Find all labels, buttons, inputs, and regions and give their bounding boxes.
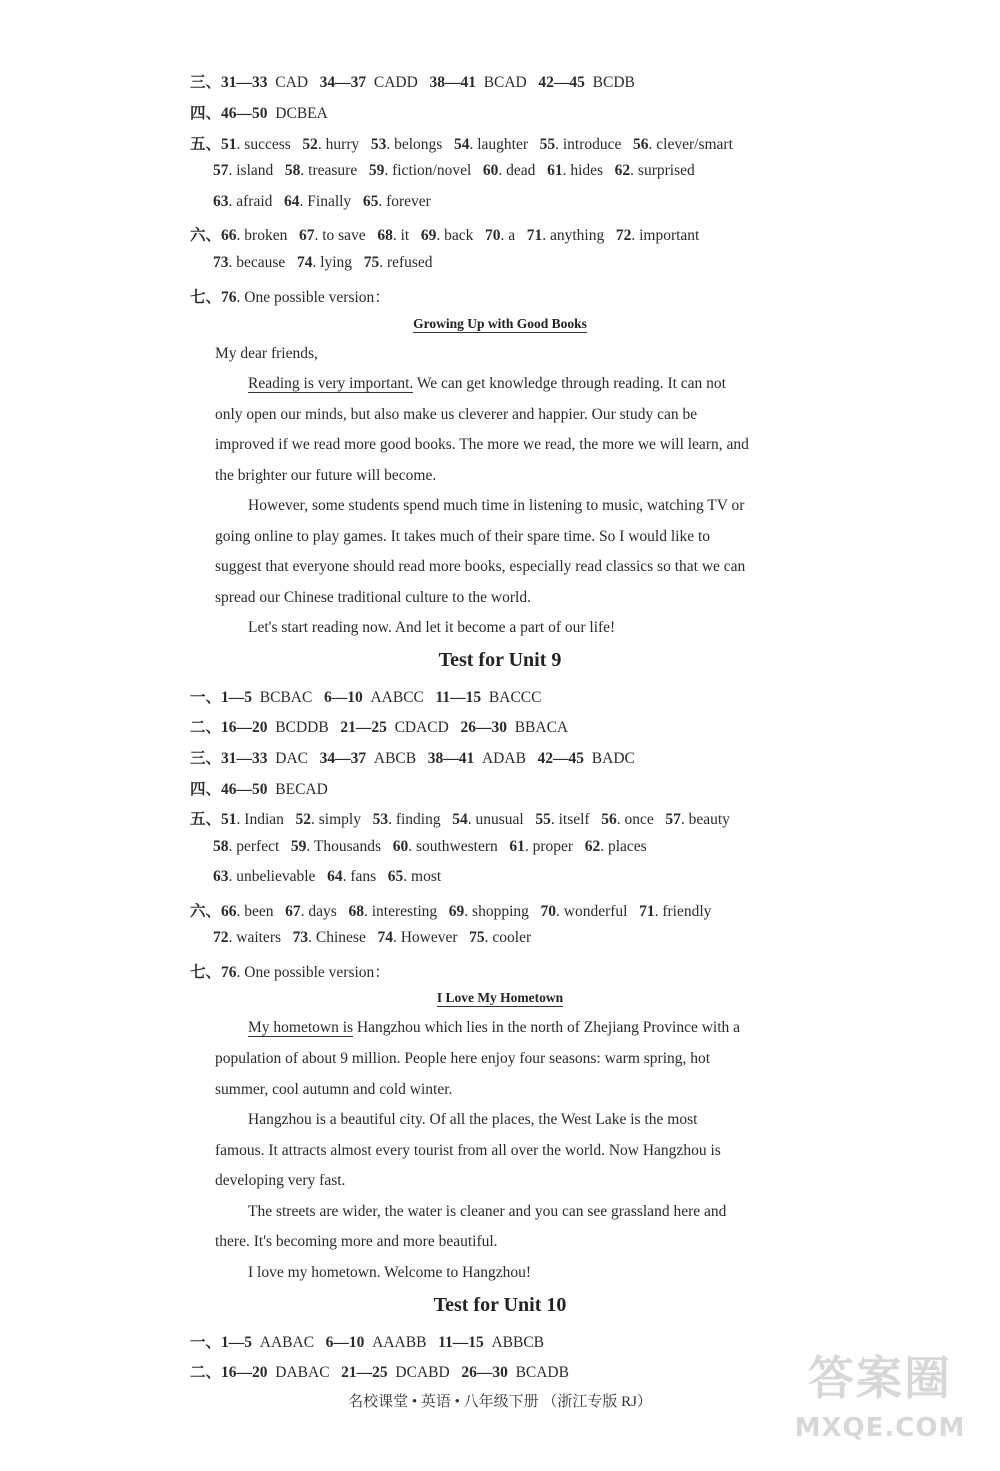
question-number: 66 <box>221 903 237 920</box>
fill-answer-item: 60. southwestern <box>392 838 498 855</box>
fill-answer-item: 66. broken <box>221 227 288 244</box>
answer-word: because <box>236 254 286 271</box>
answer-row-s5-line3 <box>213 193 431 211</box>
answer-row-s6-line2 <box>213 254 433 272</box>
fill-answer-item: 72. important <box>615 227 700 244</box>
fill-answer-item: 66. been <box>221 903 274 920</box>
page-footer: 名校课堂 • 英语 • 八年级下册 （浙江专版 RJ） <box>348 1394 652 1410</box>
essay-line: Hangzhou is a beautiful city. Of all the places, the West Lake is the most <box>248 1111 698 1128</box>
answer-word: lying <box>320 254 353 271</box>
answer-row-u9-s2: 二、16—20 BCDDB 21—25 CDACD 26—30 BBACA <box>190 719 569 736</box>
question-number: 56 <box>633 136 649 153</box>
fill-answer-item: 63. unbelievable <box>213 868 316 885</box>
answer-word: refused <box>386 254 433 271</box>
question-number: 75 <box>469 929 485 946</box>
fill-answer-item: 54. unusual <box>452 811 524 828</box>
answer-row-u9-s5-line2 <box>213 838 647 856</box>
fill-answer-item: 59. Thousands <box>290 838 382 855</box>
question-number: 69 <box>448 903 465 920</box>
question-number: 65 <box>387 868 404 885</box>
fill-answer-item: 67. days <box>285 903 337 920</box>
answer-word: broken <box>244 227 288 244</box>
essay-line: developing very fast. <box>215 1172 346 1189</box>
answer-word: Chinese <box>315 929 366 946</box>
fill-answer-item: 58. treasure <box>284 162 358 179</box>
essay-line: My hometown is Hangzhou which lies in the north of Zhejiang Province with a <box>248 1019 741 1036</box>
answer-word: wonderful <box>563 903 628 920</box>
answer-word: interesting <box>371 903 438 920</box>
question-number: 54 <box>453 136 470 153</box>
answer-word: cooler <box>492 929 532 946</box>
answer-row-u9-s3: 三、31—33 DAC 34—37 ABCB 38—41 ADAB 42—45 BADC <box>190 750 635 767</box>
fill-answer-item: 71. friendly <box>639 903 712 920</box>
answer-row-u10-s2: 二、16—20 DABAC 21—25 DCABD 26—30 BCADB <box>190 1364 569 1381</box>
answer-word: shopping <box>472 903 529 920</box>
answer-word: a <box>508 227 516 244</box>
essay-line: there. It's becoming more and more beautiful. <box>215 1233 498 1250</box>
answer-word: hides <box>570 162 604 179</box>
fill-answer-item: 73. Chinese <box>292 929 366 946</box>
fill-list <box>213 162 695 179</box>
answer-word: unusual <box>475 811 524 828</box>
fill-answer-item: 57. beauty <box>665 811 730 828</box>
question-number: 64 <box>327 868 343 885</box>
fill-answer-item: 52. hurry <box>302 136 360 153</box>
answer-word: itself <box>558 811 590 828</box>
question-number: 72 <box>213 929 229 946</box>
question-number: 59 <box>290 838 307 855</box>
question-number: 57 <box>665 811 681 828</box>
answer-row-s6-line1: 六、66. broken 67. to save 68. it 69. back 70. a 71. anything 72. important <box>190 227 700 244</box>
essay-line: Reading is very important. We can get knowledge through reading. It can not <box>248 375 726 392</box>
answer-word: important <box>639 227 700 244</box>
answer-row-u9-s6-line1: 六、66. been 67. days 68. interesting 69. shopping 70. wonderful 71. friendly <box>190 903 712 920</box>
essay-line: The streets are wider, the water is cleaner and you can see grassland here and <box>248 1203 727 1220</box>
question-number: 53 <box>372 811 389 828</box>
question-number: 70 <box>540 903 556 920</box>
answer-row-s5-line2 <box>213 162 695 180</box>
answer-row-s7: 七、76. One possible version： <box>190 289 390 306</box>
question-number: 58 <box>213 838 229 855</box>
question-number: 65 <box>362 193 379 210</box>
essay-title: Growing Up with Good Books <box>413 316 587 331</box>
essay-title: I Love My Hometown <box>436 990 564 1005</box>
essay-line: suggest that everyone should read more books, especially read classics so that we can <box>215 558 746 575</box>
fill-answer-item: 61. proper <box>509 838 574 855</box>
answer-row-u10-s1: 一、1—5 AABAC 6—10 AAABB 11—15 ABBCB <box>190 1334 545 1351</box>
answer-word: beauty <box>688 811 730 828</box>
fill-answer-item: 59. fiction/novel <box>368 162 472 179</box>
question-number: 52 <box>295 811 312 828</box>
fill-answer-item: 69. shopping <box>448 903 529 920</box>
essay-line: However, some students spend much time in listening to music, watching TV or <box>248 497 745 514</box>
fill-answer-item: 71. anything <box>526 227 605 244</box>
question-number: 68 <box>348 903 364 920</box>
fill-answer-item: 61. hides <box>547 162 604 179</box>
question-number: 59 <box>368 162 385 179</box>
answer-word: friendly <box>662 903 712 920</box>
answer-word: introduce <box>562 136 622 153</box>
question-number: 53 <box>370 136 387 153</box>
question-number: 71 <box>639 903 655 920</box>
essay-line: improved if we read more good books. The more we read, the more we will learn, and <box>215 436 749 453</box>
answer-word: finding <box>395 811 441 828</box>
fill-answer-item: 54. laughter <box>453 136 528 153</box>
essay-line: I love my hometown. Welcome to Hangzhou! <box>248 1264 531 1281</box>
answer-word: proper <box>532 838 574 855</box>
question-number: 74 <box>296 254 313 271</box>
question-number: 63 <box>213 868 229 885</box>
watermark-logo: 答案圈 MXQE.COM <box>794 1351 966 1443</box>
answer-row-u9-s5-line3 <box>213 868 441 886</box>
fill-answer-item: 63. afraid <box>213 193 273 210</box>
fill-answer-item: 68. interesting <box>348 903 438 920</box>
question-number: 67 <box>285 903 301 920</box>
fill-answer-item: 62. surprised <box>614 162 695 179</box>
question-number: 58 <box>284 162 301 179</box>
answer-word: unbelievable <box>236 868 316 885</box>
answer-word: fans <box>350 868 377 885</box>
fill-answer-item: 53. finding <box>372 811 441 828</box>
answer-word: treasure <box>308 162 358 179</box>
answer-word: simply <box>318 811 361 828</box>
fill-answer-item: 70. a <box>484 227 516 244</box>
fill-answer-item: 55. itself <box>535 811 590 828</box>
fill-list <box>213 254 433 271</box>
answer-word: laughter <box>477 136 528 153</box>
fill-answer-item: 64. fans <box>327 868 377 885</box>
question-number: 72 <box>615 227 632 244</box>
essay-line: going online to play games. It takes much of their spare time. So I would like to <box>215 528 711 545</box>
fill-answer-item: 56. clever/smart <box>633 136 733 153</box>
question-number: 73 <box>292 929 309 946</box>
question-number: 68 <box>377 227 393 244</box>
fill-list <box>221 903 711 920</box>
unit10-title: Test for Unit 10 <box>433 1294 567 1316</box>
answer-word: days <box>308 903 337 920</box>
essay-line: summer, cool autumn and cold winter. <box>215 1081 453 1098</box>
fill-list <box>213 193 431 210</box>
fill-answer-item: 65. most <box>387 868 442 885</box>
fill-answer-item: 73. because <box>213 254 286 271</box>
fill-answer-item: 74. lying <box>296 254 353 271</box>
essay-line: only open our minds, but also make us cleverer and happier. Our study can be <box>215 406 698 423</box>
question-number: 62 <box>614 162 631 179</box>
question-number: 62 <box>584 838 601 855</box>
answer-row-u9-s7: 七、76. One possible version： <box>190 964 390 981</box>
fill-list <box>213 929 531 946</box>
question-number: 54 <box>452 811 468 828</box>
fill-answer-item: 70. wonderful <box>540 903 628 920</box>
answer-word: perfect <box>236 838 280 855</box>
question-number: 55 <box>539 136 556 153</box>
answer-word: southwestern <box>415 838 498 855</box>
answer-word: Thousands <box>313 838 382 855</box>
answer-word: However <box>400 929 458 946</box>
unit9-title: Test for Unit 9 <box>438 649 562 671</box>
answer-word: anything <box>549 227 605 244</box>
answer-word: Indian <box>244 811 284 828</box>
essay-line: the brighter our future will become. <box>215 467 437 484</box>
fill-answer-item: 53. belongs <box>370 136 443 153</box>
question-number: 60 <box>482 162 499 179</box>
essay-line: population of about 9 million. People here enjoy four seasons: warm spring, hot <box>215 1050 711 1067</box>
fill-answer-item: 68. it <box>377 227 410 244</box>
question-number: 71 <box>526 227 543 244</box>
fill-answer-item: 65. forever <box>362 193 431 210</box>
question-number: 63 <box>213 193 229 210</box>
question-number: 51 <box>221 811 237 828</box>
fill-answer-item: 67. to save <box>298 227 366 244</box>
question-number: 61 <box>547 162 563 179</box>
fill-answer-item: 75. refused <box>363 254 433 271</box>
answer-row-s3: 三、31—33 CAD 34—37 CADD 38—41 BCAD 42—45 BCDB <box>190 74 635 91</box>
answer-word: once <box>624 811 654 828</box>
answer-word: fiction/novel <box>392 162 472 179</box>
question-number: 69 <box>420 227 437 244</box>
question-number: 74 <box>377 929 393 946</box>
fill-list <box>221 811 730 828</box>
answer-row-s5-line1: 五、51. success 52. hurry 53. belongs 54. laughter 55. introduce 56. clever/smart <box>190 136 733 153</box>
answer-row-s4: 四、46—50 DCBEA <box>190 105 328 122</box>
question-number: 51 <box>221 136 237 153</box>
fill-answer-item: 64. Finally <box>284 193 352 210</box>
question-number: 70 <box>484 227 501 244</box>
answer-word: hurry <box>325 136 360 153</box>
answer-row-u9-s4: 四、46—50 BECAD <box>190 781 328 798</box>
fill-answer-item: 56. once <box>601 811 654 828</box>
question-number: 60 <box>392 838 409 855</box>
question-number: 57 <box>213 162 229 179</box>
answer-row-u9-s5-line1: 五、51. Indian 52. simply 53. finding 54. unusual 55. itself 56. once 57. beauty <box>190 811 730 828</box>
fill-list <box>213 868 441 885</box>
question-number: 56 <box>601 811 617 828</box>
answer-row-u9-s1: 一、1—5 BCBAC 6—10 AABCC 11—15 BACCC <box>190 689 542 706</box>
essay-greeting: My dear friends, <box>215 345 318 362</box>
question-number: 67 <box>298 227 315 244</box>
answer-word: surprised <box>637 162 695 179</box>
question-number: 52 <box>302 136 318 153</box>
answer-word: back <box>444 227 474 244</box>
essay-line: spread our Chinese traditional culture to the world. <box>215 589 531 606</box>
fill-answer-item: 62. places <box>584 838 647 855</box>
fill-answer-item: 57. island <box>213 162 274 179</box>
answer-word: waiters <box>236 929 282 946</box>
fill-answer-item: 74. However <box>377 929 458 946</box>
essay-line: Let's start reading now. And let it become a part of our life! <box>248 619 616 636</box>
answer-row-u9-s6-line2 <box>213 929 531 947</box>
fill-answer-item: 52. simply <box>295 811 361 828</box>
answer-word: forever <box>386 193 431 210</box>
fill-list <box>213 838 647 855</box>
answer-word: most <box>411 868 442 885</box>
fill-answer-item: 58. perfect <box>213 838 280 855</box>
answer-word: success <box>244 136 291 153</box>
fill-answer-item: 60. dead <box>482 162 536 179</box>
answer-word: been <box>244 903 274 920</box>
answer-word: places <box>607 838 647 855</box>
fill-answer-item: 51. Indian <box>221 811 284 828</box>
fill-list <box>221 136 733 153</box>
question-number: 75 <box>363 254 380 271</box>
essay-line: famous. It attracts almost every tourist from all over the world. Now Hangzhou is <box>215 1142 721 1159</box>
question-number: 55 <box>535 811 551 828</box>
answer-word: it <box>400 227 410 244</box>
question-number: 64 <box>284 193 300 210</box>
fill-answer-item: 69. back <box>420 227 474 244</box>
answer-word: island <box>236 162 274 179</box>
answer-word: dead <box>506 162 536 179</box>
fill-list <box>221 227 699 244</box>
question-number: 66 <box>221 227 237 244</box>
answer-word: belongs <box>394 136 443 153</box>
fill-answer-item: 55. introduce <box>539 136 622 153</box>
answer-word: Finally <box>307 193 352 210</box>
fill-answer-item: 72. waiters <box>213 929 282 946</box>
question-number: 61 <box>509 838 525 855</box>
answer-word: to save <box>322 227 366 244</box>
answer-word: clever/smart <box>656 136 733 153</box>
fill-answer-item: 51. success <box>221 136 291 153</box>
fill-answer-item: 75. cooler <box>469 929 532 946</box>
answer-word: afraid <box>236 193 273 210</box>
question-number: 73 <box>213 254 229 271</box>
